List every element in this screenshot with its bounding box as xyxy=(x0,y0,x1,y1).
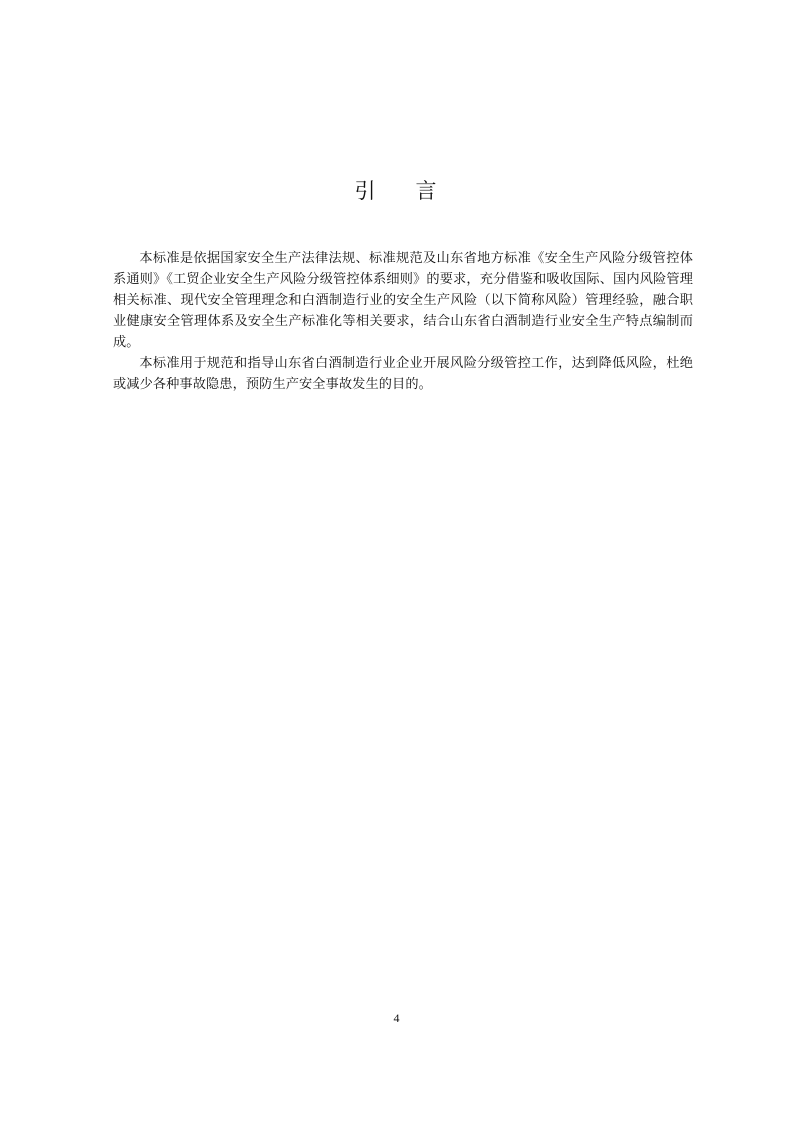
page-title xyxy=(0,176,793,206)
paragraph-2: 本标准用于规范和指导山东省白酒制造行业企业开展风险分级管控工作，达到降低风险，杜绝或减少各种事故隐患，预防生产安全事故发生的目的。 xyxy=(113,356,693,392)
title-char-2: 言 xyxy=(415,179,439,203)
introduction-body xyxy=(113,248,693,395)
paragraph-1: 本标准是依据国家安全生产法律法规、标准规范及山东省地方标准《安全生产风险分级管控体系通则》《工贸企业安全生产风险分级管控体系细则》的要求，充分借鉴和吸收国际、国内风险管理相关标准、现代安全管理理念和白酒制造行业的安全生产风险（以下简称风险）管理经验，融合职业健康安全管理体系及安全生产标准化等相关要求，结合山东省白酒制造行业安全生产特点编制而成。 xyxy=(113,251,693,350)
page-number: 4 xyxy=(393,1011,400,1025)
title-char-1: 引 xyxy=(354,179,378,203)
